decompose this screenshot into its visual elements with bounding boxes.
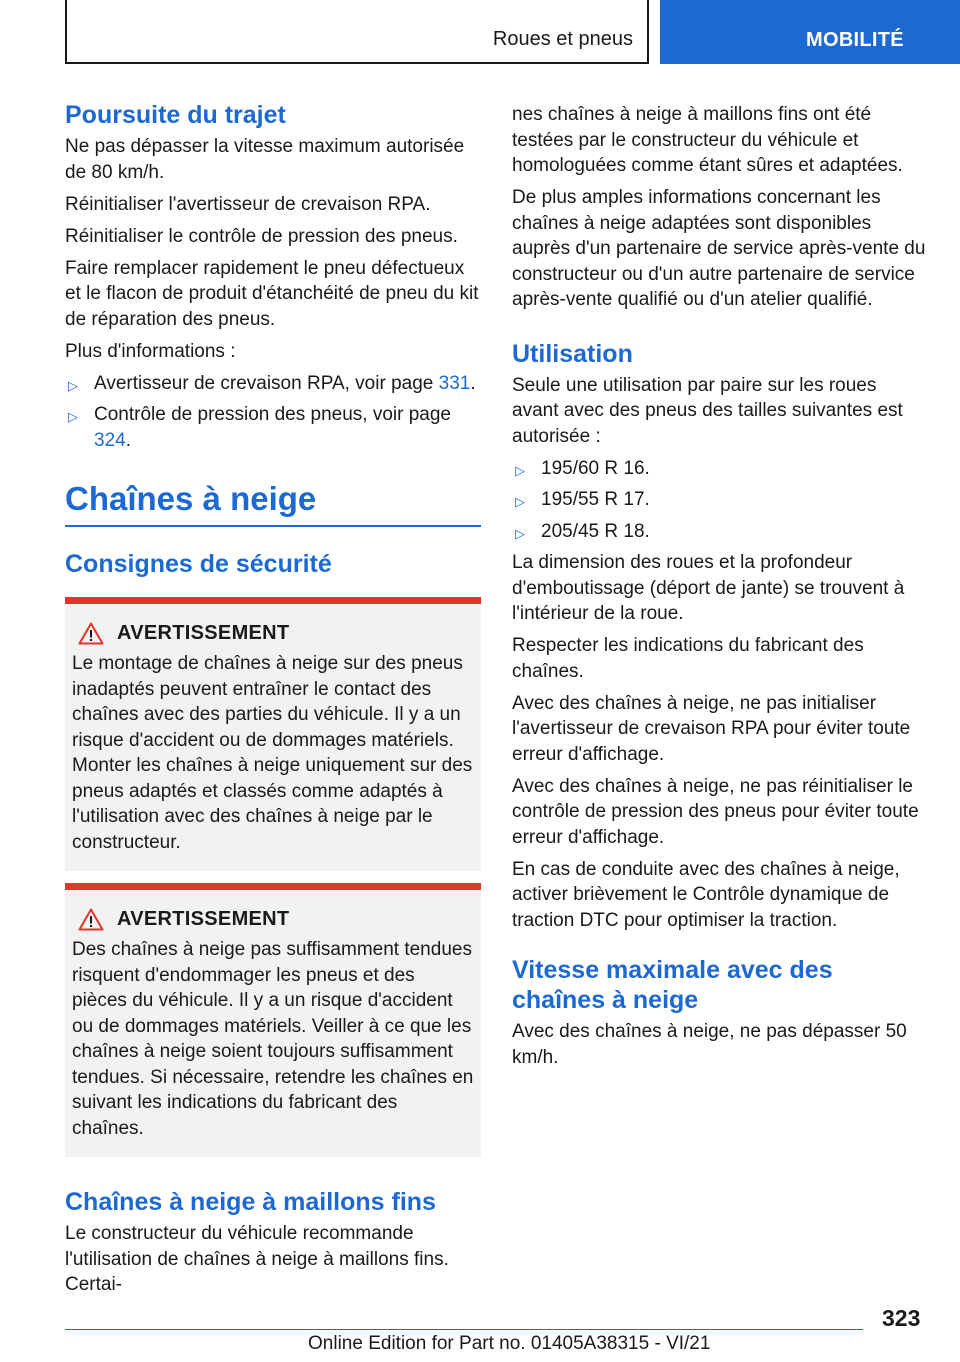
paragraph: Réinitialiser le contrôle de pression des pneus. bbox=[65, 225, 458, 247]
right-column bbox=[512, 102, 926, 1077]
edition-note: Online Edition for Part no. 01405A38315 - VI/21 bbox=[308, 1333, 711, 1354]
continue-heading: Poursuite du trajet bbox=[65, 101, 286, 129]
warning-label: AVERTISSEMENT bbox=[117, 908, 290, 930]
page-number: 323 bbox=[882, 1305, 921, 1331]
triangle-bullet-icon: ▷ bbox=[68, 377, 78, 393]
list-item: ▷ Contrôle de pression des pneus, voir page 324. bbox=[68, 404, 452, 451]
paragraph: En cas de conduite avec des chaînes à neige, activer brièvement le Contrôle dynamique de traction DTC pour optimiser la traction. bbox=[512, 858, 900, 931]
paragraph: Avec des chaînes à neige, ne pas réinitialiser le contrôle de pression des pneus pour éviter toute erreur d'affichage. bbox=[512, 775, 919, 848]
paragraph: La dimension des roues et la profondeur d'emboutissage (déport de jante) se trouvent à l'intérieur de la roue. bbox=[512, 552, 905, 624]
chapter-title: MOBILITÉ bbox=[806, 29, 904, 51]
warning-box bbox=[65, 597, 481, 871]
footer-divider bbox=[65, 1329, 863, 1330]
triangle-bullet-icon: ▷ bbox=[515, 525, 525, 541]
paragraph: Respecter les indications du fabricant des chaînes. bbox=[512, 635, 864, 682]
warning-text: Des chaînes à neige pas suffisamment tendues risquent d'endommager les pneus et des pièces du véhicule. Il y a un risque d'accident ou de dommages matériels. Veiller à ce que les chaînes à neige soient toujours suffisamment tendues. Si nécessaire, retendre les chaînes en suivant les indications du fabricant des chaînes. bbox=[72, 939, 474, 1139]
triangle-bullet-icon: ▷ bbox=[515, 494, 525, 509]
paragraph: Le constructeur du véhicule recommande l'utilisation de chaînes à neige à maillons fins. Certai- bbox=[65, 1223, 449, 1295]
fine-chains-heading: Chaînes à neige à maillons fins bbox=[65, 1188, 436, 1216]
list-item: ▷ Avertisseur de crevaison RPA, voir page 331. bbox=[65, 371, 481, 397]
list-item: ▷ 195/55 R 17. bbox=[512, 487, 926, 513]
paragraph: Avec des chaînes à neige, ne pas dépasser 50 km/h. bbox=[512, 1021, 907, 1068]
left-column bbox=[65, 100, 481, 1304]
max-speed-heading: Vitesse maximale avec des chaînes à neige bbox=[512, 956, 833, 1014]
triangle-bullet-icon: ▷ bbox=[515, 462, 525, 478]
safety-heading: Consignes de sécurité bbox=[65, 550, 332, 578]
paragraph: Plus d'informations : bbox=[65, 340, 236, 362]
warning-triangle-icon bbox=[78, 622, 104, 645]
warning-label: AVERTISSEMENT bbox=[117, 622, 290, 644]
paragraph: Ne pas dépasser la vitesse maximum autorisée de 80 km/h. bbox=[65, 136, 465, 183]
warning-box bbox=[65, 883, 481, 1157]
chapter-tab[interactable] bbox=[660, 0, 960, 64]
page-link-331[interactable]: 331 bbox=[438, 372, 471, 394]
list-item: ▷ 195/60 R 16. bbox=[512, 456, 926, 482]
usage-heading: Utilisation bbox=[512, 339, 633, 368]
section-title: Roues et pneus bbox=[492, 28, 633, 50]
paragraph: Avec des chaînes à neige, ne pas initialiser l'avertisseur de crevaison RPA pour éviter toute erreur d'affichage. bbox=[512, 692, 911, 765]
paragraph: nes chaînes à neige à maillons fins ont été testées par le constructeur du véhicule et homologuées comme étant sûres et adaptées. bbox=[512, 104, 903, 176]
paragraph: Faire remplacer rapidement le pneu défectueux et le flacon de produit d'étanchéité de pneu du kit de réparation des pneus. bbox=[65, 257, 479, 330]
triangle-bullet-icon: ▷ bbox=[68, 409, 78, 424]
reference-list bbox=[65, 371, 481, 454]
paragraph: De plus amples informations concernant les chaînes à neige adaptées sont disponibles auprès d'un partenaire de service après-vente du constructeur ou d'un autre partenaire de service après-vente qualifié ou d'un atelier qualifié. bbox=[512, 187, 926, 310]
warning-text: Le montage de chaînes à neige sur des pneus inadaptés peuvent entraîner le contact des chaînes avec des parties du véhicule. Il y a un risque d'accident ou de dommages matériels. Monter les chaînes à neige uniquement sur des pneus adaptés et classés comme adaptés à l'utilisation avec des chaînes à neige par le constructeur. bbox=[72, 653, 473, 853]
tire-size-list bbox=[512, 456, 926, 545]
page-link-324[interactable]: 324 bbox=[94, 429, 126, 451]
chapter-heading: Chaînes à neige bbox=[65, 479, 481, 527]
header-section-box bbox=[65, 0, 649, 64]
list-item: ▷ 205/45 R 18. bbox=[512, 519, 926, 545]
paragraph: Seule une utilisation par paire sur les roues avant avec des pneus des tailles suivantes est autorisée : bbox=[512, 374, 903, 447]
paragraph: Réinitialiser l'avertisseur de crevaison RPA. bbox=[65, 193, 431, 215]
warning-triangle-icon bbox=[78, 908, 104, 931]
